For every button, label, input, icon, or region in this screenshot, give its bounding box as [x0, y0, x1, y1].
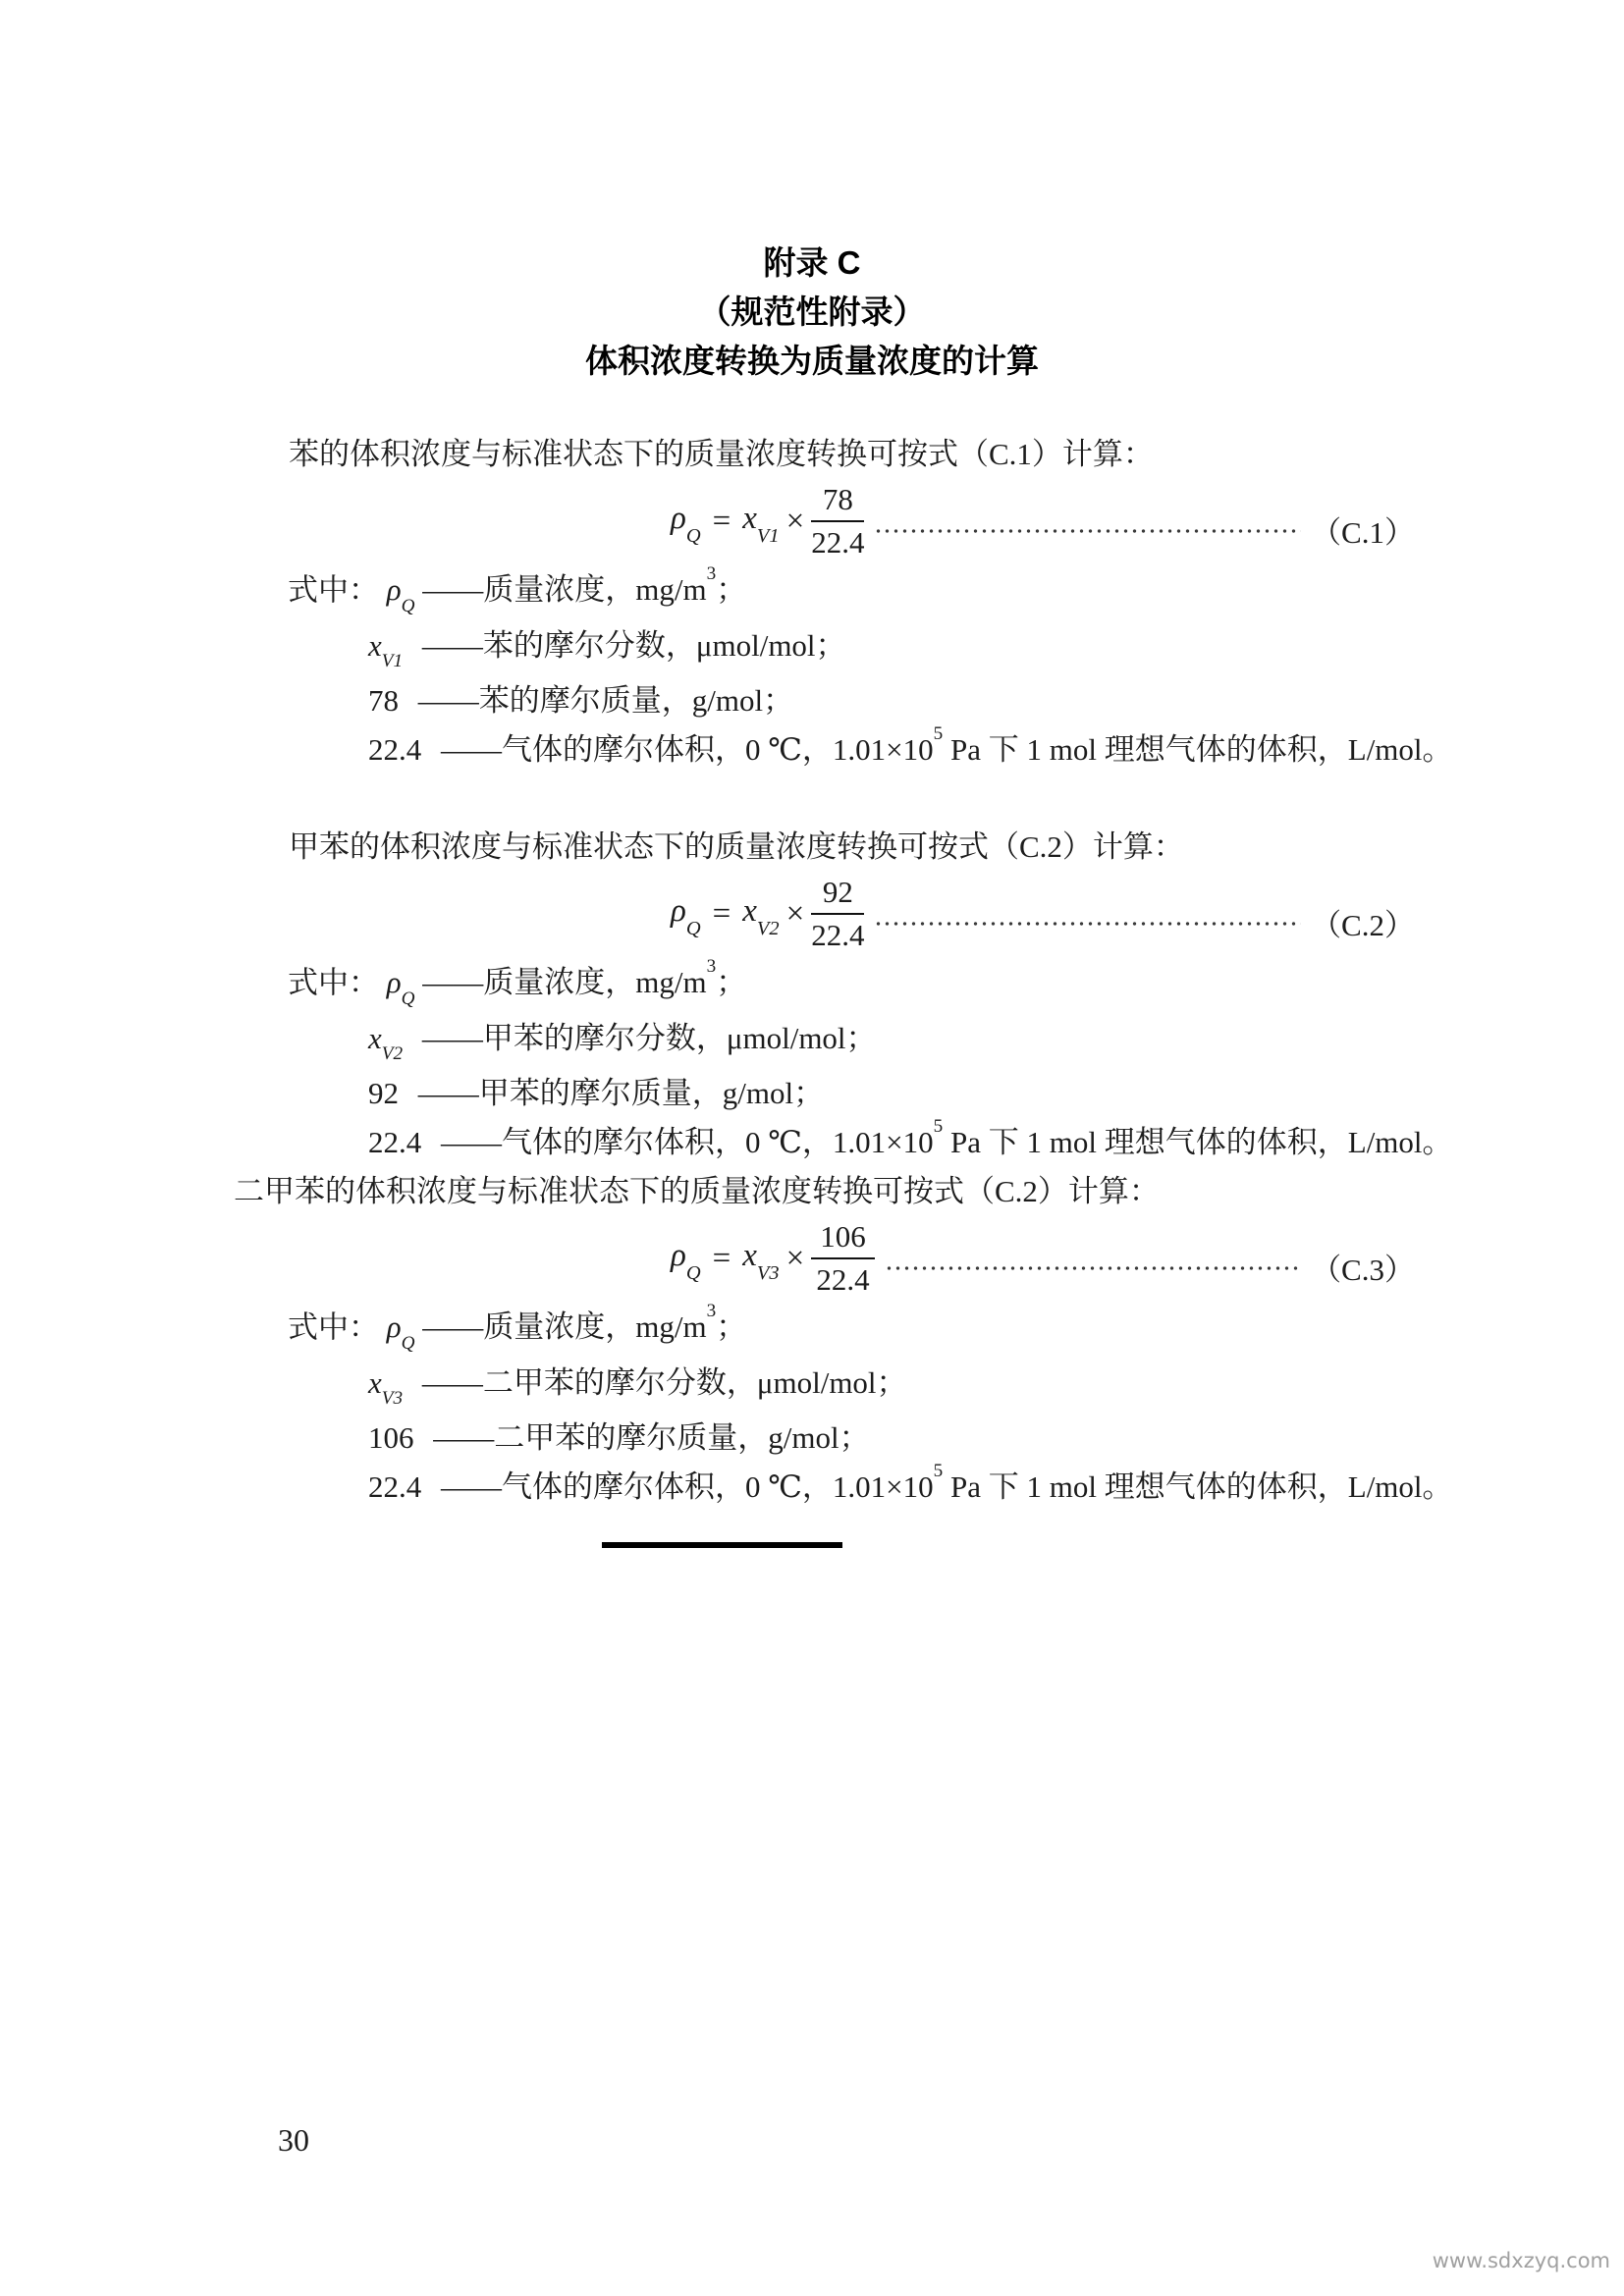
term-symbol: $x_{V1}$ — [368, 627, 404, 671]
formula-line — [234, 1217, 1417, 1300]
fraction-numerator: 78 — [811, 482, 864, 522]
term-definition-line — [234, 1115, 1453, 1164]
fraction-denominator: 22.4 — [816, 1262, 870, 1298]
term-description: ——甲苯的摩尔质量，g/mol； — [417, 1075, 825, 1110]
term-definition-line — [234, 955, 1417, 1017]
where-block — [234, 1300, 1453, 1509]
term-definition-line — [234, 1362, 1417, 1416]
term-description: ——质量浓度，$mg/m^3$； — [422, 563, 747, 608]
appendix-type: （规范性附录） — [698, 294, 926, 330]
formula-line — [234, 480, 1417, 562]
fraction-numerator: 106 — [811, 1219, 875, 1259]
section-intro-text: 二甲苯的体积浓度与标准状态下的质量浓度转换可按式（C.2）计算： — [234, 1174, 1160, 1209]
term-symbol: $x_{V2}$ — [368, 1020, 404, 1064]
formula-expression: $\rho_Q$ = $x_{V3}$ × $\frac{106}{22.4}$ — [671, 1219, 875, 1298]
term-symbol: 78 — [368, 682, 399, 718]
where-block — [234, 562, 1453, 772]
where-label: 式中： — [288, 965, 379, 1000]
term-description: ——二甲苯的摩尔质量，g/mol； — [433, 1419, 870, 1455]
term-description: ——气体的摩尔体积，0 ℃，$1.01\times 10^5$ Pa 下 1 mol 理想气体的体积，L/mol。 — [441, 1460, 1453, 1505]
appendix-title: 体积浓度转换为质量浓度的计算 — [585, 343, 1039, 379]
term-definition-line — [234, 1300, 1417, 1362]
term-definition-line — [234, 722, 1453, 772]
term-symbol: 22.4 — [368, 1469, 422, 1505]
fraction-numerator: 92 — [811, 875, 864, 915]
equation-number: （C.3） — [1311, 1252, 1415, 1287]
term-description: ——甲苯的摩尔分数，μmol/mol； — [421, 1020, 877, 1055]
where-label: 式中： — [288, 1309, 379, 1345]
term-definition-line — [234, 1017, 1417, 1072]
term-description: ——质量浓度，$mg/m^3$； — [422, 956, 747, 1000]
page-number: 30 — [278, 2122, 309, 2158]
term-description: ——气体的摩尔体积，0 ℃，$1.01\times 10^5$ Pa 下 1 mol 理想气体的体积，L/mol。 — [441, 1115, 1453, 1160]
dotted-leader — [874, 529, 1301, 533]
formula-expression: $\rho_Q$ = $x_{V1}$ × $\frac{78}{22.4}$ — [671, 482, 865, 560]
term-symbol: $\rho_Q$ — [386, 965, 415, 1009]
term-definition-line — [234, 1460, 1453, 1509]
term-description: ——苯的摩尔分数，μmol/mol； — [421, 627, 846, 663]
fraction — [811, 1219, 875, 1298]
term-description: ——质量浓度，$mg/m^3$； — [422, 1301, 747, 1345]
term-description: ——苯的摩尔质量，g/mol； — [417, 682, 794, 718]
term-definition-line — [234, 1416, 1417, 1460]
conversion-section — [234, 433, 1453, 772]
term-description: ——气体的摩尔体积，0 ℃，$1.01\times 10^5$ Pa 下 1 mol 理想气体的体积，L/mol。 — [441, 722, 1453, 768]
dotted-leader — [874, 922, 1301, 926]
appendix-label: 附录 C — [763, 244, 861, 281]
term-symbol: $\rho_Q$ — [386, 572, 415, 616]
equation-number: （C.2） — [1311, 907, 1415, 942]
term-symbol: 106 — [368, 1419, 414, 1455]
term-symbol: 22.4 — [368, 732, 422, 768]
watermark-text: www.sdxzyq.com — [1432, 2249, 1610, 2272]
conversion-section — [234, 1170, 1453, 1509]
equation-number: （C.1） — [1311, 514, 1415, 550]
formula-expression: $\rho_Q$ = $x_{V2}$ × $\frac{92}{22.4}$ — [671, 875, 865, 953]
term-symbol: 92 — [368, 1075, 399, 1110]
term-symbol: $x_{V3}$ — [368, 1364, 404, 1409]
term-description: ——二甲苯的摩尔分数，μmol/mol； — [421, 1364, 907, 1400]
term-symbol: $\rho_Q$ — [386, 1309, 415, 1354]
term-symbol: 22.4 — [368, 1125, 422, 1160]
term-definition-line — [234, 624, 1417, 679]
term-definition-line — [234, 562, 1417, 624]
conversion-section — [234, 826, 1453, 1164]
fraction-denominator: 22.4 — [811, 525, 865, 560]
where-block — [234, 955, 1453, 1164]
term-definition-line — [234, 1072, 1417, 1115]
end-of-text-rule — [602, 1542, 842, 1548]
formula-line — [234, 873, 1417, 955]
where-label: 式中： — [288, 572, 379, 608]
term-definition-line — [234, 679, 1417, 722]
fraction — [811, 875, 864, 953]
fraction — [811, 482, 864, 561]
section-intro-text: 甲苯的体积浓度与标准状态下的质量浓度转换可按式（C.2）计算： — [289, 829, 1184, 865]
dotted-leader — [885, 1266, 1301, 1270]
appendix-heading-block — [0, 0, 1624, 383]
section-intro-text: 苯的体积浓度与标准状态下的质量浓度转换可按式（C.1）计算： — [289, 437, 1154, 471]
fraction-denominator: 22.4 — [811, 918, 865, 953]
appendix-content — [234, 433, 1453, 1509]
